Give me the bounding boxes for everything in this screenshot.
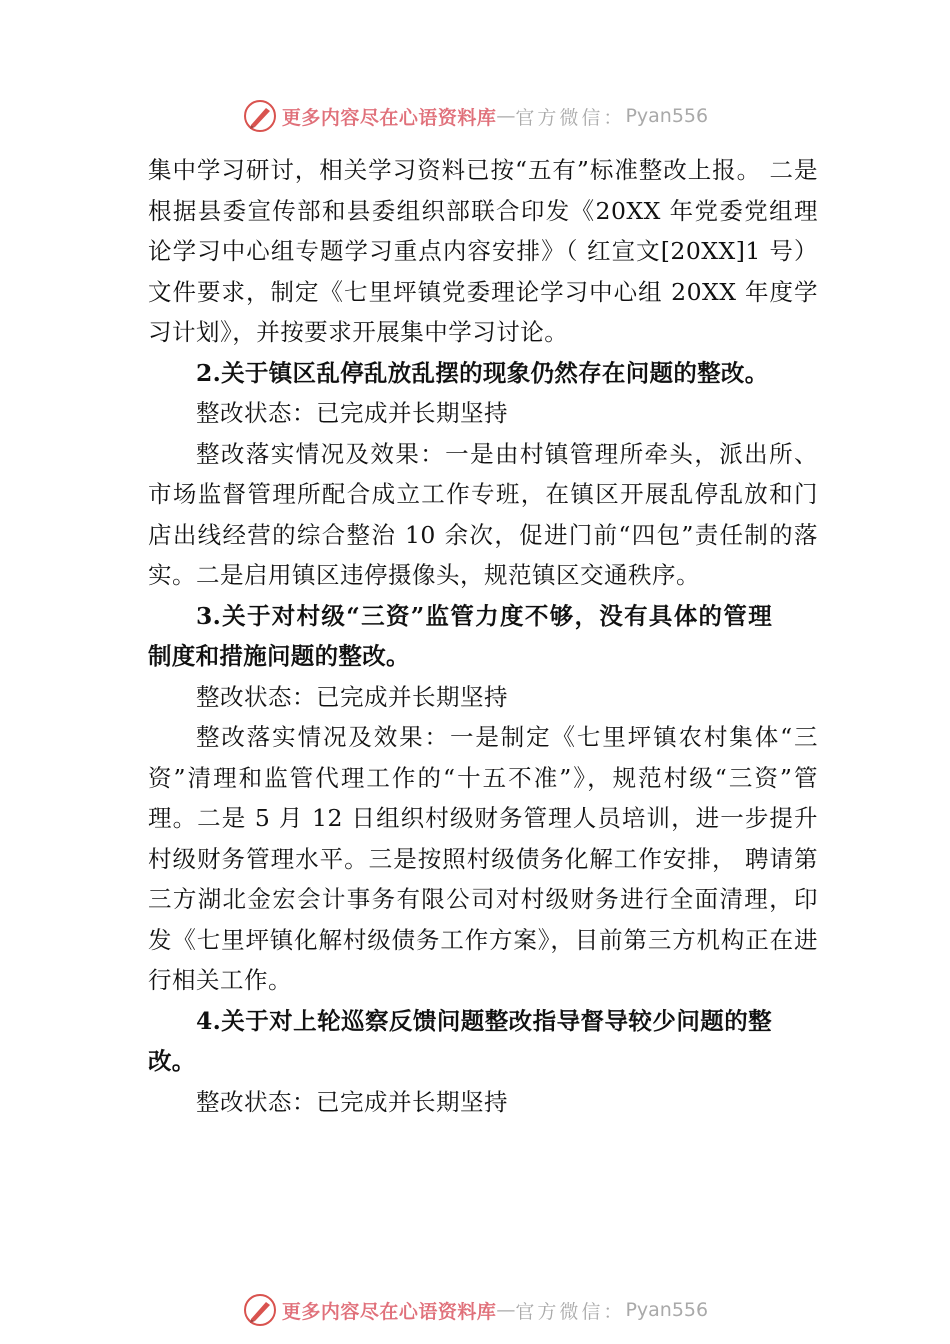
paragraph: 整改落实情况及效果：一是由村镇管理所牵头，派出所、市场监督管理所配合成立工作专班，在镇区开展乱停乱放和门店出线经营的综合整治 10 余次，促进门前“四包”责任制的落实。二是启用镇区违停摄像头，规范镇区交通秩序。 [148,439,818,589]
header-watermark [0,96,950,136]
document-body [148,150,818,1122]
watermark-dash: — [496,1299,516,1321]
section-heading: 4.关于对上轮巡察反馈问题整改指导督导较少问题的整改。 [148,1006,772,1075]
watermark-label: 官方微信： [515,1300,626,1323]
watermark-wechat-id: Pyan556 [625,1299,709,1321]
pen-logo-icon [242,98,278,134]
section-heading: 3.关于对村级“三资”监管力度不够，没有具体的管理制度和措施问题的整改。 [148,601,772,670]
watermark-label: 官方微信： [515,106,626,129]
watermark-main-text: 更多内容尽在心语资料库 [281,106,497,129]
pen-logo-icon [242,1292,278,1328]
paragraph: 整改状态：已完成并长期坚持 [196,399,508,427]
section-heading: 2.关于镇区乱停乱放乱摆的现象仍然存在问题的整改。 [196,358,769,387]
watermark-wechat-id: Pyan556 [625,105,709,127]
watermark-dash: — [496,105,516,127]
footer-watermark [0,1290,950,1330]
paragraph: 集中学习研讨，相关学习资料已按“五有”标准整改上报。 二是根据县委宣传部和县委组织部联合印发《20XX 年党委党组理论学习中心组专题学习重点内容安排》（ 红宣文[20XX]1 号）文件要求，制定《七里坪镇党委理论学习中心组 20XX 年度学习计划》，并按要求开展集中学习讨论。 [148,156,818,346]
watermark-main-text: 更多内容尽在心语资料库 [281,1300,497,1323]
paragraph: 整改状态：已完成并长期坚持 [196,682,508,711]
paragraph: 整改落实情况及效果：一是制定《七里坪镇农村集体“三资”清理和监管代理工作的“十五不准”》，规范村级“三资”管理。二是 5 月 12 日组织村级财务管理人员培训，进一步提升村级财务管理水平。三是按照村级债务化解工作安排， 聘请第三方湖北金宏会计事务有限公司对村级财务进行全面清理，印发《七里坪镇化解村级债务工作方案》，目前第三方机构正在进行相关工作。 [148,723,818,994]
paragraph: 整改状态：已完成并长期坚持 [196,1087,508,1116]
